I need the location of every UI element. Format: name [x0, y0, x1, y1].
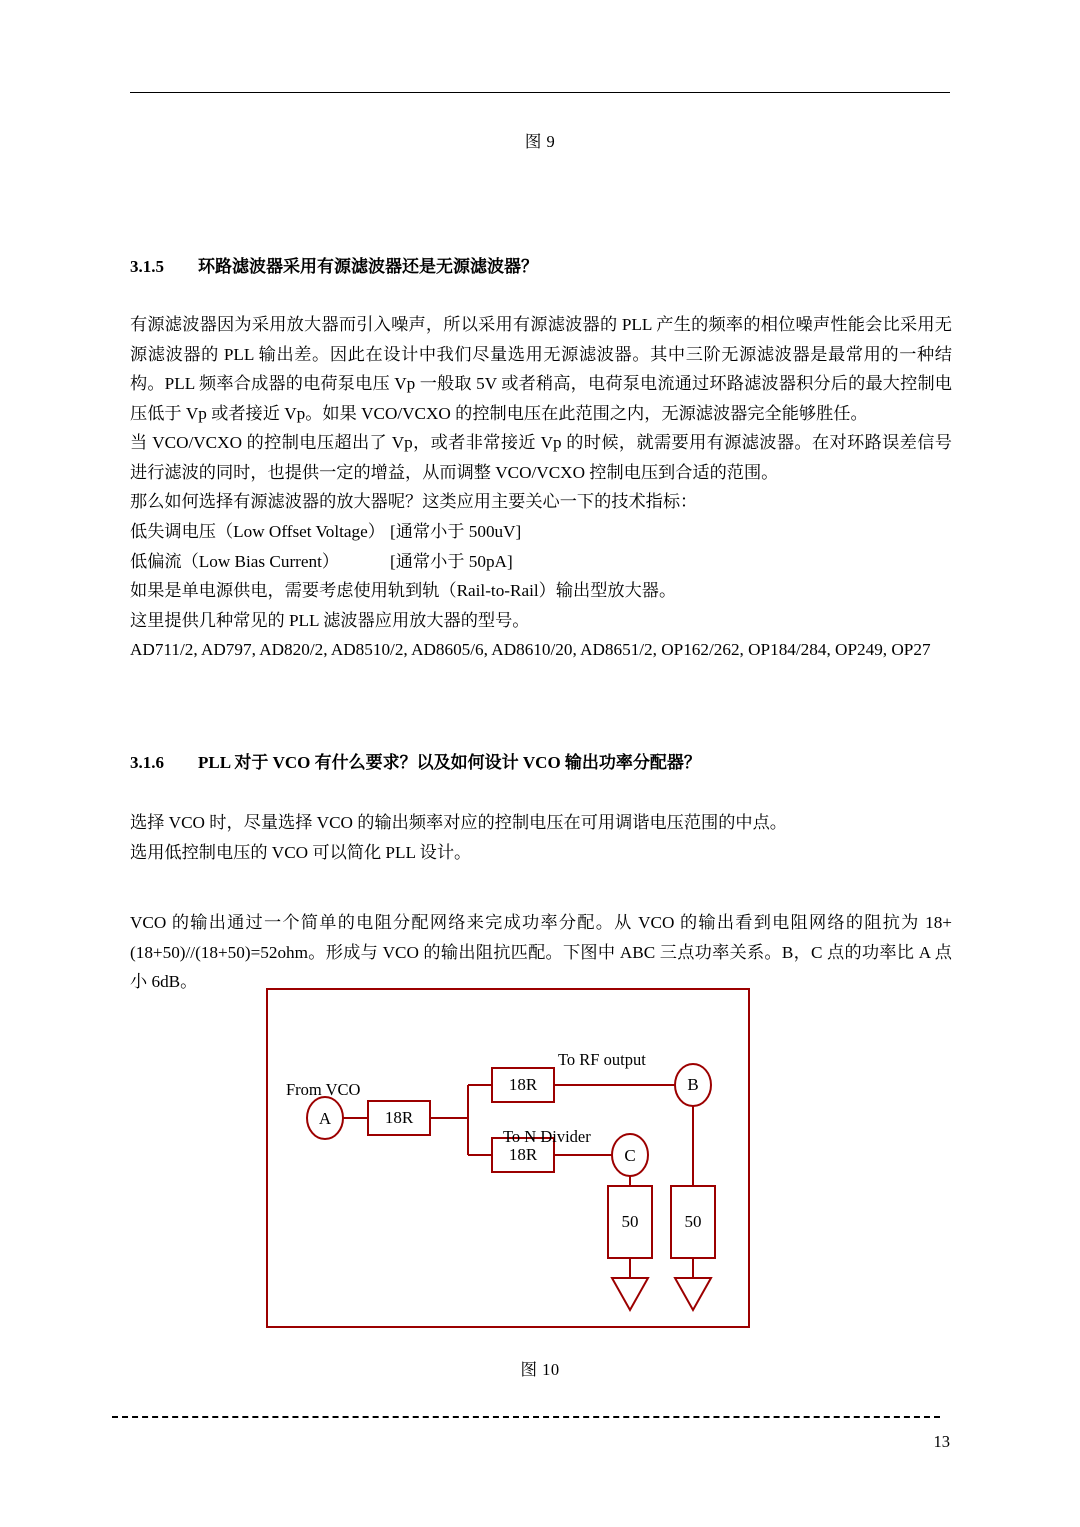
figure-10-caption: 图 10: [520, 1360, 560, 1379]
bottom-resistor-label: 18R: [508, 1144, 538, 1164]
to-n-divider-label: To N Divider: [503, 1127, 591, 1146]
figure-9-caption: 图 9: [524, 132, 556, 151]
paragraph: 有源滤波器因为采用放大器而引入噪声，所以采用有源滤波器的 PLL 产生的频率的相位噪声性能会比采用无源滤波器的 PLL 输出差。因此在设计中我们尽量选用无源滤波器。其中三阶无源滤波器是最常用的一种结构。PLL 频率合成器的电荷泵电压 Vp 一般取 5V 或者稍高，电荷泵电流通过环路滤波器积分后的最大控制电压低于 Vp 或者接近 Vp。如果 VCO/VCXO 的控制电压在此范围之内，无源滤波器完全能够胜任。: [130, 315, 952, 423]
load-b-label: 50: [684, 1211, 702, 1231]
paragraph: 当 VCO/VCXO 的控制电压超出了 Vp，或者非常接近 Vp 的时候，就需要用有源滤波器。在对环路误差信号进行滤波的同时，也提供一定的增益，从而调整 VCO/VCXO 控制电压到合适的范围。: [130, 433, 952, 482]
header-rule: [130, 92, 950, 93]
spec-value: [通常小于 500uV]: [390, 522, 522, 542]
paragraph: VCO 的输出通过一个简单的电阻分配网络来完成功率分配。从 VCO 的输出看到电阻网络的阻抗为 18+(18+50)//(18+50)=52ohm。形成与 VCO 的输出阻抗匹配。下图中 ABC 三点功率关系。B，C 点的功率比 A 点小 6dB。: [130, 913, 952, 992]
spec-value: [通常小于 50pA]: [390, 551, 513, 571]
top-resistor-label: 18R: [508, 1074, 538, 1094]
page-number: 13: [933, 1432, 950, 1451]
spec-row-offset-voltage: [130, 517, 952, 547]
load-c-label: 50: [621, 1211, 639, 1231]
paragraph: 那么如何选择有源滤波器的放大器呢？这类应用主要关心一下的技术指标：: [130, 492, 698, 512]
from-vco-label: From VCO: [286, 1080, 361, 1099]
node-b-label: B: [687, 1074, 699, 1094]
node-c-label: C: [624, 1145, 636, 1165]
node-a-label: A: [318, 1108, 332, 1128]
series-resistor-label: 18R: [384, 1107, 414, 1127]
figure-10-diagram: [266, 988, 750, 1328]
to-rf-output-label: To RF output: [558, 1050, 646, 1069]
section-heading-3-1-5: [130, 252, 538, 277]
section-3-1-6-body-second: [130, 908, 952, 997]
spec-label: 低偏流（Low Bias Current）: [130, 551, 340, 571]
paragraph: 这里提供几种常见的 PLL 滤波器应用放大器的型号。: [130, 610, 530, 630]
footer-divider: [112, 1416, 940, 1418]
paragraph: 选用低控制电压的 VCO 可以简化 PLL 设计。: [130, 842, 472, 862]
splitter-schematic: [268, 990, 748, 1326]
paragraph: 如果是单电源供电，需要考虑使用轨到轨（Rail-to-Rail）输出型放大器。: [130, 581, 677, 601]
paragraph: 选择 VCO 时，尽量选择 VCO 的输出频率对应的控制电压在可用调谐电压范围的中点。: [130, 813, 787, 832]
spec-row-bias-current: [130, 547, 952, 577]
section-number-3-1-6: 3.1.6: [130, 753, 164, 772]
section-title-3-1-5: 环路滤波器采用有源滤波器还是无源滤波器？: [198, 257, 538, 276]
section-title-3-1-6: PLL 对于 VCO 有什么要求？以及如何设计 VCO 输出功率分配器？: [198, 753, 701, 772]
spec-label: 低失调电压（Low Offset Voltage）: [130, 522, 385, 542]
section-number-3-1-5: 3.1.5: [130, 257, 164, 276]
op-amp-part-number-list: AD711/2, AD797, AD820/2, AD8510/2, AD8605/6, AD8610/20, AD8651/2, OP162/262, OP184/284, OP249, OP27: [130, 640, 931, 660]
section-heading-3-1-6: [130, 748, 701, 773]
section-3-1-6-body-first: [130, 808, 952, 867]
section-3-1-5-body: [130, 310, 952, 665]
